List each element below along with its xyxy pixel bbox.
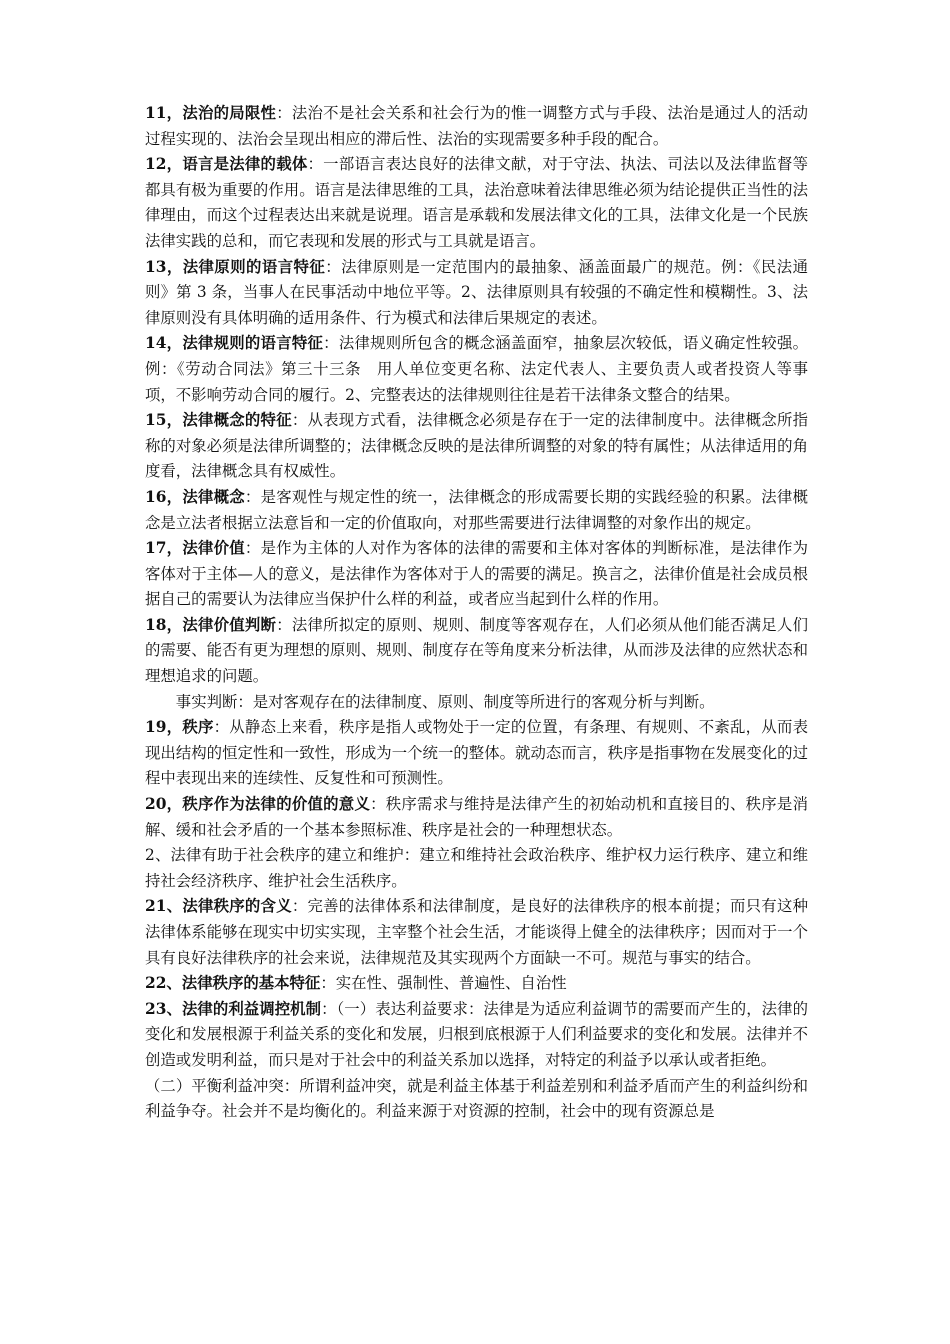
paragraph-body: 完善的法律体系和法律制度，是良好的法律秩序的根本前提；而只有这种法律体系能够在现实中切实实现，主宰整个社会生活，才能谈得上健全的法律秩序；因而对于一个具有良好法律秩序的社会来说，法律规范及其实现两个方面缺一不可。规范与事实的结合。 <box>145 897 808 967</box>
document-page <box>145 101 808 1125</box>
paragraph-15 <box>145 408 808 485</box>
term-separator: ： <box>325 257 342 276</box>
term-heading: 20，秩序作为法律的价值的意义 <box>145 795 371 814</box>
paragraph-fact-judgment <box>145 690 808 716</box>
term-heading: 17，法律价值 <box>145 539 245 558</box>
term-heading: 11，法治的局限性 <box>145 104 277 122</box>
paragraph-body: 法律规则所包含的概念涵盖面窄，抽象层次较低，语义确定性较强。例：《劳动合同法》第三十三条 用人单位变更名称、法定代表人、主要负责人或者投资人等事项，不影响劳动合同的履行。2、完整表达的法律规则往往是若干法律条文整合的结果。 <box>145 334 808 404</box>
paragraph-body: 从静态上来看，秩序是指人或物处于一定的位置，有条理、有规则、不紊乱，从而表现出结构的恒定性和一致性，形成为一个统一的整体。就动态而言，秩序是指事物在发展变化的过程中表现出来的连续性、反复性和可预测性。 <box>145 718 808 788</box>
paragraph-body: 秩序需求与维持是法律产生的初始动机和直接目的、秩序是消解、缓和社会矛盾的一个基本参照标准、秩序是社会的一种理想状态。 <box>145 795 808 839</box>
paragraph-20-point-2 <box>145 843 808 894</box>
paragraph-body: 法治不是社会关系和社会行为的惟一调整方式与手段、法治是通过人的活动过程实现的、法治会呈现出相应的滞后性、法治的实现需要多种手段的配合。 <box>145 104 808 148</box>
term-heading: 23、法律的利益调控机制 <box>145 999 322 1018</box>
paragraph-19 <box>145 715 808 792</box>
term-heading: 21、法律秩序的含义 <box>145 897 292 916</box>
term-heading: 15，法律概念的特征 <box>145 411 292 430</box>
paragraph-18 <box>145 613 808 690</box>
term-separator: ： <box>213 718 230 737</box>
term-heading: 12，语言是法律的载体 <box>145 155 308 174</box>
paragraph-21 <box>145 894 808 971</box>
paragraph-body: 事实判断：是对客观存在的法律制度、原则、制度等所进行的客观分析与判断。 <box>175 692 715 711</box>
term-separator: ： <box>320 974 336 993</box>
paragraph-20 <box>145 792 808 843</box>
paragraph-11 <box>145 101 808 152</box>
paragraph-14 <box>145 331 808 408</box>
term-separator: ： <box>276 104 292 122</box>
term-heading: 19，秩序 <box>145 718 214 737</box>
term-separator: ： <box>291 411 308 430</box>
term-separator: ： <box>370 795 386 814</box>
term-heading: 18，法律价值判断 <box>145 615 277 634</box>
paragraph-body: 法律所拟定的原则、规则、制度等客观存在，人们必须从他们能否满足人们的需要、能否有更为理想的原则、规则、制度存在等角度来分析法律，从而涉及法律的应然状态和理想追求的问题。 <box>145 615 808 686</box>
term-separator: ： <box>291 897 308 916</box>
paragraph-17 <box>145 536 808 613</box>
term-separator: ： <box>244 539 261 558</box>
paragraph-body: 从表现方式看，法律概念必须是存在于一定的法律制度中。法律概念所指称的对象必须是法律所调整的；法律概念反映的是法律所调整的对象的特有属性；从法律适用的角度看，法律概念具有权威性。 <box>145 411 808 481</box>
term-heading: 16，法律概念 <box>145 487 245 506</box>
term-separator: ： <box>307 155 324 174</box>
paragraph-22 <box>145 971 808 997</box>
term-heading: 14，法律规则的语言特征 <box>145 334 324 353</box>
paragraph-body: 是作为主体的人对作为客体的法律的需要和主体对客体的判断标准，是法律作为客体对于主体—人的意义，是法律作为客体对于人的需要的满足。换言之，法律价值是社会成员根据自己的需要认为法律应当保护什么样的利益，或者应当起到什么样的作用。 <box>145 539 808 609</box>
term-heading: 22、法律秩序的基本特征 <box>145 974 321 993</box>
term-heading: 13，法律原则的语言特征 <box>145 257 326 276</box>
term-separator: ： <box>321 999 337 1018</box>
paragraph-body: （一）表达利益要求：法律是为适应利益调节的需要而产生的，法律的变化和发展根源于利益关系的变化和发展，归根到底根源于人们利益要求的变化和发展。法律并不创造或发明利益，而只是对于社会中的利益关系加以选择，对特定的利益予以承认或者拒绝。 <box>145 999 808 1069</box>
paragraph-body: 2、法律有助于社会秩序的建立和维护：建立和维持社会政治秩序、维护权力运行秩序、建立和维持社会经济秩序、维护社会生活秩序。 <box>145 846 808 890</box>
paragraph-12 <box>145 152 808 254</box>
term-separator: ： <box>323 334 339 353</box>
paragraph-body: 法律原则是一定范围内的最抽象、涵盖面最广的规范。例：《民法通则》第 3 条，当事人在民事活动中地位平等。2、法律原则具有较强的不确定性和模糊性。3、法律原则没有具体明确的适用条件、行为模式和法律后果规定的表述。 <box>145 257 808 327</box>
paragraph-13 <box>145 255 808 332</box>
paragraph-body: （二）平衡利益冲突：所谓利益冲突，就是利益主体基于利益差别和利益矛盾而产生的利益纠纷和利益争夺。社会并不是均衡化的。利益来源于对资源的控制，社会中的现有资源总是 <box>145 1076 808 1121</box>
paragraph-23 <box>145 997 808 1074</box>
paragraph-body: 实在性、强制性、普遍性、自治性 <box>335 974 567 993</box>
term-separator: ： <box>244 487 261 506</box>
paragraph-body: 一部语言表达良好的法律文献，对于守法、执法、司法以及法律监督等都具有极为重要的作用。语言是法律思维的工具，法治意味着法律思维必须为结论提供正当性的法律理由，而这个过程表达出来就是说理。语言是承载和发展法律文化的工具，法律文化是一个民族法律实践的总和，而它表现和发展的形式与工具就是语言。 <box>145 155 808 250</box>
paragraph-body: 是客观性与规定性的统一，法律概念的形成需要长期的实践经验的积累。法律概念是立法者根据立法意旨和一定的价值取向，对那些需要进行法律调整的对象作出的规定。 <box>145 487 808 532</box>
paragraph-23-point-2 <box>145 1074 808 1125</box>
term-separator: ： <box>276 615 292 634</box>
paragraph-16 <box>145 485 808 536</box>
